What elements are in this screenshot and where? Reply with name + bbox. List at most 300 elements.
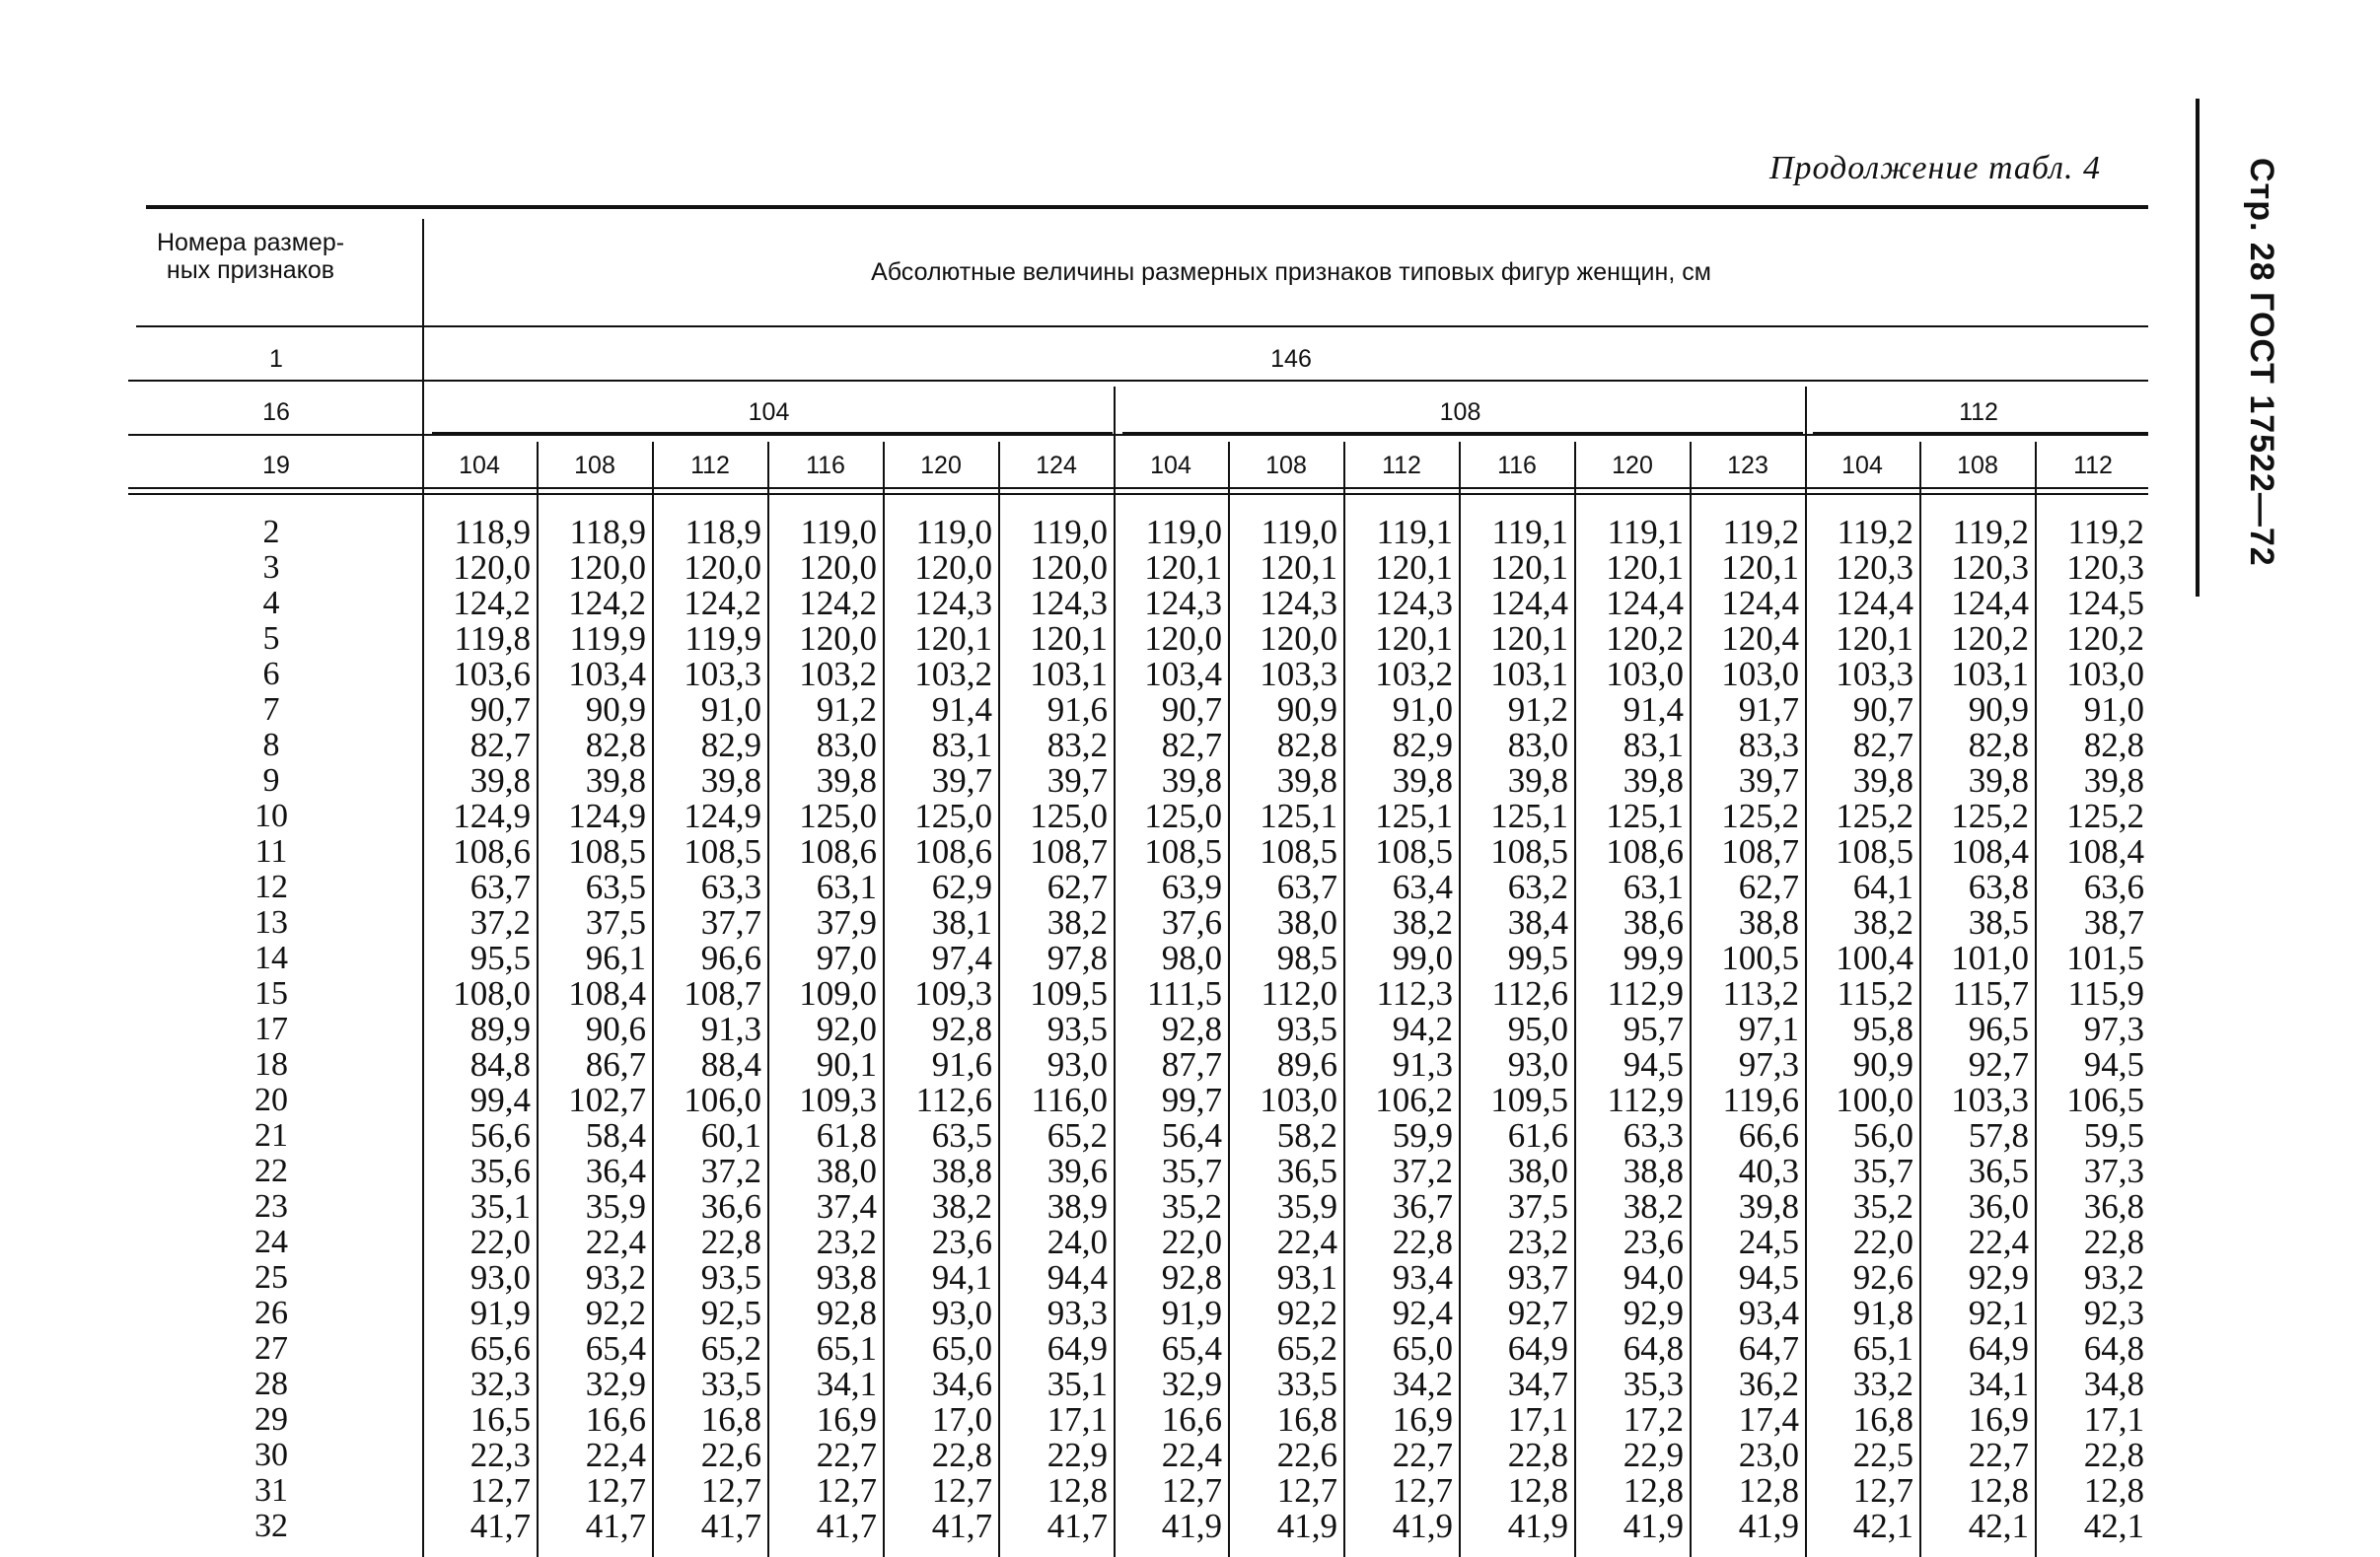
table-cell: 38,8 — [931, 1152, 992, 1190]
table-cell: 92,8 — [1161, 1258, 1222, 1297]
table-cell: 66,6 — [1738, 1116, 1799, 1155]
table-cell: 95,8 — [1852, 1010, 1913, 1048]
table-cell: 35,3 — [1623, 1365, 1684, 1403]
table-cell: 82,8 — [2083, 726, 2144, 764]
table-cell: 98,5 — [1276, 939, 1337, 977]
table-cell: 63,3 — [700, 868, 761, 906]
table-cell: 41,7 — [816, 1507, 877, 1545]
row-number: 24 — [254, 1224, 288, 1260]
table-cell: 101,0 — [1951, 939, 2029, 977]
table-cell: 103,2 — [1375, 655, 1453, 693]
table-cell: 91,2 — [816, 690, 877, 729]
table-cell: 92,2 — [585, 1294, 646, 1332]
table-cell: 17,0 — [931, 1400, 992, 1439]
table-cell: 38,2 — [1852, 903, 1913, 942]
table-cell: 120,1 — [1144, 548, 1222, 587]
table-cell: 101,5 — [2066, 939, 2144, 977]
table-cell: 41,9 — [1161, 1507, 1222, 1545]
table-cell: 93,0 — [1507, 1045, 1568, 1084]
table-cell: 23,0 — [1738, 1436, 1799, 1474]
table-cell: 93,4 — [1392, 1258, 1453, 1297]
table-cell: 62,7 — [1738, 868, 1799, 906]
table-cell: 125,1 — [1490, 797, 1568, 835]
table-cell: 124,4 — [1836, 584, 1913, 622]
table-cell: 89,9 — [469, 1010, 531, 1048]
table-cell: 65,0 — [1392, 1329, 1453, 1368]
table-cell: 22,4 — [1276, 1223, 1337, 1261]
table-cell: 91,2 — [1507, 690, 1568, 729]
table-cell: 112,0 — [1261, 974, 1337, 1013]
table-cell: 108,4 — [1951, 832, 2029, 871]
row-number: 25 — [254, 1259, 288, 1296]
table-cell: 92,8 — [931, 1010, 992, 1048]
table-cell: 124,4 — [1951, 584, 2029, 622]
table-cell: 119,1 — [1491, 513, 1568, 551]
table-cell: 83,0 — [1507, 726, 1568, 764]
table-cell: 38,9 — [1046, 1187, 1108, 1226]
table-cell: 125,0 — [799, 797, 877, 835]
table-cell: 125,2 — [2066, 797, 2144, 835]
row-number: 29 — [254, 1401, 288, 1438]
table-cell: 37,9 — [816, 903, 877, 942]
table-cell: 62,9 — [931, 868, 992, 906]
table-cell: 16,6 — [585, 1400, 646, 1439]
table-cell: 35,2 — [1161, 1187, 1222, 1226]
table-cell: 64,9 — [1046, 1329, 1108, 1368]
table-cell: 86,7 — [585, 1045, 646, 1084]
table-cell: 103,1 — [1951, 655, 2029, 693]
table-cell: 92,9 — [1623, 1294, 1684, 1332]
table-cell: 106,2 — [1375, 1081, 1453, 1119]
table-cell: 93,3 — [1046, 1294, 1108, 1332]
table-cell: 92,4 — [1392, 1294, 1453, 1332]
table-cell: 124,2 — [799, 584, 877, 622]
table-cell: 120,0 — [684, 548, 761, 587]
table-cell: 65,4 — [585, 1329, 646, 1368]
table-cell: 97,4 — [931, 939, 992, 977]
table-cell: 39,8 — [1852, 761, 1913, 800]
table-cell: 120,2 — [1951, 619, 2029, 658]
table-cell: 116,0 — [1031, 1081, 1108, 1119]
table-cell: 35,9 — [1276, 1187, 1337, 1226]
table-cell: 38,4 — [1507, 903, 1568, 942]
table-cell: 119,1 — [1607, 513, 1684, 551]
table-cell: 35,7 — [1852, 1152, 1913, 1190]
table-cell: 109,3 — [799, 1081, 877, 1119]
table-cell: 62,7 — [1046, 868, 1108, 906]
table-cell: 35,7 — [1161, 1152, 1222, 1190]
table-cell: 83,1 — [931, 726, 992, 764]
table-cell: 103,2 — [799, 655, 877, 693]
table-cell: 12,8 — [1507, 1471, 1568, 1510]
table-cell: 16,9 — [816, 1400, 877, 1439]
table-cell: 112,9 — [1607, 1081, 1684, 1119]
table-cell: 124,4 — [1490, 584, 1568, 622]
table-cell: 22,8 — [931, 1436, 992, 1474]
table-cell: 108,5 — [1260, 832, 1337, 871]
sub-header-cell: 108 — [1957, 452, 1998, 479]
table-cell: 82,8 — [585, 726, 646, 764]
table-cell: 32,9 — [1161, 1365, 1222, 1403]
table-cell: 22,8 — [1507, 1436, 1568, 1474]
table-cell: 124,3 — [1375, 584, 1453, 622]
table-cell: 90,1 — [816, 1045, 877, 1084]
table-cell: 108,7 — [684, 974, 761, 1013]
table-cell: 22,4 — [1968, 1223, 2029, 1261]
table-cell: 39,7 — [1046, 761, 1108, 800]
table-cell: 35,1 — [1046, 1365, 1108, 1403]
table-cell: 22,0 — [1852, 1223, 1913, 1261]
table-cell: 120,1 — [1490, 548, 1568, 587]
table-cell: 112,6 — [915, 1081, 992, 1119]
table-cell: 124,4 — [1606, 584, 1684, 622]
table-cell: 108,6 — [799, 832, 877, 871]
table-cell: 95,5 — [469, 939, 531, 977]
row-number: 7 — [262, 691, 280, 728]
table-cell: 109,5 — [1030, 974, 1108, 1013]
table-cell: 65,4 — [1161, 1329, 1222, 1368]
table-cell: 108,5 — [1490, 832, 1568, 871]
table-cell: 97,0 — [816, 939, 877, 977]
row-number: 21 — [254, 1117, 288, 1154]
table-cell: 12,7 — [700, 1471, 761, 1510]
table-cell: 82,7 — [469, 726, 531, 764]
table-cell: 56,0 — [1852, 1116, 1913, 1155]
table-cell: 92,0 — [816, 1010, 877, 1048]
table-cell: 39,8 — [469, 761, 531, 800]
table-cell: 93,5 — [1046, 1010, 1108, 1048]
table-cell: 99,9 — [1623, 939, 1684, 977]
table-cell: 22,8 — [2083, 1436, 2144, 1474]
table-cell: 34,8 — [2083, 1365, 2144, 1403]
table-cell: 103,3 — [1260, 655, 1337, 693]
table-cell: 125,2 — [1951, 797, 2029, 835]
table-cell: 100,0 — [1836, 1081, 1913, 1119]
table-cell: 22,4 — [585, 1436, 646, 1474]
table-cell: 119,9 — [569, 619, 646, 658]
table-cell: 108,7 — [1721, 832, 1799, 871]
table-cell: 61,6 — [1507, 1116, 1568, 1155]
table-cell: 41,9 — [1392, 1507, 1453, 1545]
table-cell: 39,8 — [1507, 761, 1568, 800]
table-cell: 65,2 — [1046, 1116, 1108, 1155]
column-divider — [652, 442, 654, 1557]
table-cell: 37,5 — [585, 903, 646, 942]
table-cell: 37,4 — [816, 1187, 877, 1226]
table-cell: 119,2 — [1837, 513, 1913, 551]
table-cell: 83,2 — [1046, 726, 1108, 764]
table-cell: 22,0 — [1161, 1223, 1222, 1261]
column-divider — [1574, 442, 1576, 1557]
table-cell: 91,8 — [1852, 1294, 1913, 1332]
table-cell: 120,0 — [914, 548, 992, 587]
table-cell: 92,7 — [1968, 1045, 2029, 1084]
table-cell: 125,0 — [1030, 797, 1108, 835]
table-cell: 124,9 — [568, 797, 646, 835]
table-cell: 64,1 — [1852, 868, 1913, 906]
table-cell: 38,8 — [1623, 1152, 1684, 1190]
group-16-underline — [432, 432, 1113, 434]
table-cell: 124,9 — [453, 797, 531, 835]
table-cell: 108,4 — [568, 974, 646, 1013]
row-19-label: 19 — [262, 452, 290, 479]
table-cell: 23,2 — [1507, 1223, 1568, 1261]
table-cell: 100,5 — [1721, 939, 1799, 977]
row-number: 12 — [254, 869, 288, 905]
row-number: 32 — [254, 1508, 288, 1544]
table-cell: 98,0 — [1161, 939, 1222, 977]
data-column — [1346, 515, 1457, 1544]
row-number: 27 — [254, 1330, 288, 1367]
table-cell: 91,0 — [700, 690, 761, 729]
table-cell: 34,2 — [1392, 1365, 1453, 1403]
header-bottom-rule-b — [128, 493, 2148, 495]
table-cell: 87,7 — [1161, 1045, 1222, 1084]
table-cell: 109,0 — [799, 974, 877, 1013]
table-cell: 12,8 — [1046, 1471, 1108, 1510]
table-cell: 124,3 — [914, 584, 992, 622]
table-cell: 90,9 — [585, 690, 646, 729]
row-number: 13 — [254, 904, 288, 941]
table-cell: 17,2 — [1623, 1400, 1684, 1439]
table-cell: 17,1 — [2083, 1400, 2144, 1439]
column-divider — [767, 442, 769, 1557]
table-cell: 22,7 — [1392, 1436, 1453, 1474]
table-cell: 125,1 — [1260, 797, 1337, 835]
table-cell: 94,5 — [2083, 1045, 2144, 1084]
table-cell: 22,7 — [816, 1436, 877, 1474]
table-cell: 22,5 — [1852, 1436, 1913, 1474]
table-cell: 124,2 — [453, 584, 531, 622]
table-cell: 82,7 — [1852, 726, 1913, 764]
table-cell: 120,0 — [568, 548, 646, 587]
table-cell: 22,7 — [1968, 1436, 2029, 1474]
table-cell: 93,5 — [700, 1258, 761, 1297]
table-cell: 39,8 — [1738, 1187, 1799, 1226]
table-cell: 119,0 — [915, 513, 992, 551]
table-cell: 41,7 — [585, 1507, 646, 1545]
data-column — [770, 515, 881, 1544]
table-cell: 38,5 — [1968, 903, 2029, 942]
table-cell: 120,0 — [453, 548, 531, 587]
table-cell: 41,9 — [1507, 1507, 1568, 1545]
group-16-underline — [1122, 432, 1803, 434]
sub-header-cell: 123 — [1727, 452, 1768, 479]
table-cell: 92,8 — [816, 1294, 877, 1332]
table-cell: 60,1 — [700, 1116, 761, 1155]
row-number-column — [217, 515, 325, 1544]
table-cell: 103,1 — [1490, 655, 1568, 693]
table-cell: 38,6 — [1623, 903, 1684, 942]
data-column — [1807, 515, 1917, 1544]
table-cell: 35,6 — [469, 1152, 531, 1190]
table-cell: 93,2 — [2083, 1258, 2144, 1297]
table-cell: 32,9 — [585, 1365, 646, 1403]
table-cell: 33,5 — [700, 1365, 761, 1403]
table-cell: 39,8 — [700, 761, 761, 800]
table-cell: 91,6 — [931, 1045, 992, 1084]
table-cell: 42,1 — [1968, 1507, 2029, 1545]
page-side-label: Стр. 28 ГОСТ 17522—72 — [2243, 158, 2280, 567]
table-cell: 125,2 — [1721, 797, 1799, 835]
table-cell: 23,6 — [1623, 1223, 1684, 1261]
data-column — [1001, 515, 1112, 1544]
table-cell: 23,6 — [931, 1223, 992, 1261]
table-cell: 108,5 — [1836, 832, 1913, 871]
table-cell: 35,1 — [469, 1187, 531, 1226]
table-cell: 115,7 — [1952, 974, 2029, 1013]
table-cell: 97,1 — [1738, 1010, 1799, 1048]
table-cell: 106,5 — [2066, 1081, 2144, 1119]
table-cell: 22,6 — [700, 1436, 761, 1474]
table-cell: 108,5 — [1144, 832, 1222, 871]
sub-header-cell: 104 — [1841, 452, 1883, 479]
table-cell: 37,2 — [469, 903, 531, 942]
row-number: 26 — [254, 1295, 288, 1331]
table-cell: 37,6 — [1161, 903, 1222, 942]
table-cell: 93,0 — [469, 1258, 531, 1297]
table-cell: 115,9 — [2067, 974, 2144, 1013]
table-cell: 125,1 — [1375, 797, 1453, 835]
table-cell: 108,0 — [453, 974, 531, 1013]
table-cell: 120,0 — [1260, 619, 1337, 658]
table-cell: 38,0 — [816, 1152, 877, 1190]
table-cell: 90,9 — [1276, 690, 1337, 729]
table-cell: 124,3 — [1260, 584, 1337, 622]
table-cell: 91,3 — [700, 1010, 761, 1048]
table-cell: 36,8 — [2083, 1187, 2144, 1226]
table-cell: 39,8 — [2083, 761, 2144, 800]
table-cell: 64,9 — [1507, 1329, 1568, 1368]
table-cell: 97,8 — [1046, 939, 1108, 977]
table-cell: 119,9 — [685, 619, 761, 658]
table-cell: 103,3 — [684, 655, 761, 693]
table-cell: 112,9 — [1607, 974, 1684, 1013]
table-cell: 17,1 — [1046, 1400, 1108, 1439]
table-cell: 103,0 — [1721, 655, 1799, 693]
table-cell: 103,6 — [453, 655, 531, 693]
sub-header-cell: 112 — [690, 452, 730, 479]
table-cell: 36,4 — [585, 1152, 646, 1190]
data-column — [886, 515, 996, 1544]
table-cell: 16,9 — [1392, 1400, 1453, 1439]
table-cell: 61,8 — [816, 1116, 877, 1155]
table-cell: 108,5 — [684, 832, 761, 871]
table-cell: 82,7 — [1161, 726, 1222, 764]
table-cell: 22,4 — [585, 1223, 646, 1261]
table-cell: 12,8 — [1738, 1471, 1799, 1510]
row-number: 31 — [254, 1472, 288, 1509]
table-cell: 124,2 — [568, 584, 646, 622]
table-cell: 82,8 — [1968, 726, 2029, 764]
table-cell: 112,3 — [1376, 974, 1453, 1013]
table-cell: 120,0 — [1030, 548, 1108, 587]
table-cell: 120,1 — [1375, 548, 1453, 587]
table-cell: 120,1 — [1606, 548, 1684, 587]
table-cell: 65,2 — [1276, 1329, 1337, 1368]
table-cell: 37,7 — [700, 903, 761, 942]
table-cell: 120,0 — [799, 548, 877, 587]
sub-header-cell: 108 — [574, 452, 615, 479]
table-cell: 120,1 — [1490, 619, 1568, 658]
table-cell: 22,8 — [700, 1223, 761, 1261]
table-cell: 12,8 — [1968, 1471, 2029, 1510]
table-cell: 124,2 — [684, 584, 761, 622]
table-cell: 99,7 — [1161, 1081, 1222, 1119]
table-cell: 22,4 — [1161, 1436, 1222, 1474]
table-cell: 96,1 — [585, 939, 646, 977]
sub-header-cell: 108 — [1265, 452, 1307, 479]
row-number: 3 — [262, 549, 280, 586]
table-cell: 89,6 — [1276, 1045, 1337, 1084]
table-cell: 90,6 — [585, 1010, 646, 1048]
table-cell: 38,8 — [1738, 903, 1799, 942]
table-cell: 99,0 — [1392, 939, 1453, 977]
table-cell: 65,2 — [700, 1329, 761, 1368]
table-cell: 91,9 — [469, 1294, 531, 1332]
table-cell: 16,9 — [1968, 1400, 2029, 1439]
table-cell: 38,2 — [1623, 1187, 1684, 1226]
table-cell: 90,9 — [1968, 690, 2029, 729]
table-cell: 120,2 — [2066, 619, 2144, 658]
table-cell: 83,3 — [1738, 726, 1799, 764]
table-cell: 118,9 — [569, 513, 646, 551]
table-cell: 93,1 — [1276, 1258, 1337, 1297]
column-divider — [1690, 442, 1692, 1557]
table-cell: 102,7 — [568, 1081, 646, 1119]
table-cell: 24,5 — [1738, 1223, 1799, 1261]
table-cell: 119,2 — [2067, 513, 2144, 551]
column-divider — [1228, 442, 1230, 1557]
table-cell: 108,7 — [1030, 832, 1108, 871]
table-cell: 120,3 — [1951, 548, 2029, 587]
table-cell: 120,2 — [1606, 619, 1684, 658]
table-cell: 88,4 — [700, 1045, 761, 1084]
table-cell: 65,0 — [931, 1329, 992, 1368]
table-cell: 120,0 — [1144, 619, 1222, 658]
table-cell: 12,7 — [1161, 1471, 1222, 1510]
table-cell: 83,0 — [816, 726, 877, 764]
table-cell: 16,8 — [700, 1400, 761, 1439]
table-cell: 16,8 — [1276, 1400, 1337, 1439]
table-cell: 63,7 — [1276, 868, 1337, 906]
table-cell: 120,1 — [1721, 548, 1799, 587]
sub-header-cell: 104 — [459, 452, 500, 479]
table-cell: 63,2 — [1507, 868, 1568, 906]
table-cell: 90,7 — [1852, 690, 1913, 729]
table-cell: 37,3 — [2083, 1152, 2144, 1190]
table-cell: 39,8 — [1623, 761, 1684, 800]
table-cell: 103,3 — [1836, 655, 1913, 693]
table-cell: 56,6 — [469, 1116, 531, 1155]
table-cell: 106,0 — [684, 1081, 761, 1119]
table-cell: 103,1 — [1030, 655, 1108, 693]
table-cell: 38,0 — [1507, 1152, 1568, 1190]
table-cell: 99,4 — [469, 1081, 531, 1119]
table-cell: 34,7 — [1507, 1365, 1568, 1403]
table-cell: 41,7 — [469, 1507, 531, 1545]
table-cell: 120,3 — [1836, 548, 1913, 587]
header-rule-2 — [128, 380, 2148, 382]
table-cell: 119,8 — [454, 619, 531, 658]
table-cell: 36,5 — [1968, 1152, 2029, 1190]
table-cell: 103,4 — [1144, 655, 1222, 693]
table-cell: 99,5 — [1507, 939, 1568, 977]
table-cell: 92,6 — [1852, 1258, 1913, 1297]
row-number: 14 — [254, 940, 288, 976]
table-cell: 64,9 — [1968, 1329, 2029, 1368]
table-cell: 119,6 — [1722, 1081, 1799, 1119]
